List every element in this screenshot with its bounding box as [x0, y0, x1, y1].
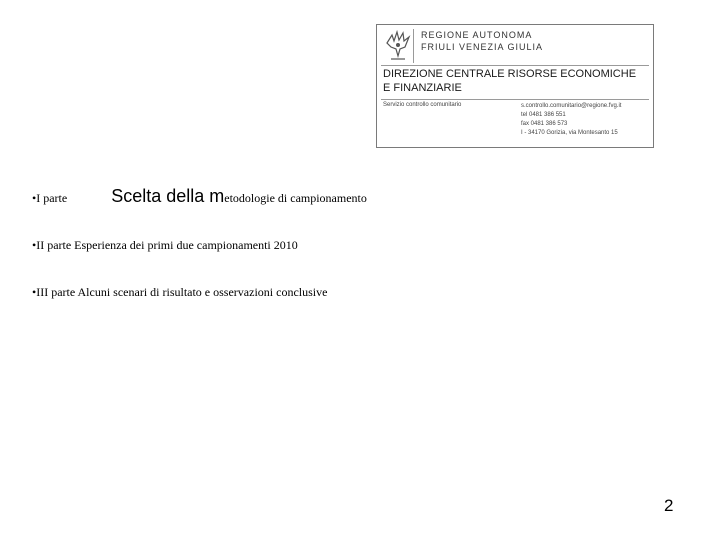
- letterhead-divider: [381, 99, 649, 100]
- region-name-line-2: FRIULI VENEZIA GIULIA: [421, 42, 544, 52]
- agenda-item-1: [32, 186, 367, 207]
- agenda-item-3: •III parte Alcuni scenari di risultato e osservazioni conclusive: [32, 285, 328, 299]
- contact-email: s.controllo.comunitario@regione.fvg.it: [521, 103, 622, 109]
- department-line-1: DIREZIONE CENTRALE RISORSE ECONOMICHE: [383, 68, 637, 80]
- letterhead-divider: [381, 65, 649, 66]
- agenda-item-2: •II parte Esperienza dei primi due campionamenti 2010: [32, 238, 298, 252]
- page-number: 2: [664, 496, 674, 515]
- contact-fax: fax 0481 386 573: [521, 121, 568, 127]
- department-line-2: E FINANZIARIE: [383, 82, 462, 94]
- region-name-line-1: REGIONE AUTONOMA: [421, 30, 533, 40]
- agenda-item-1-title-large: Scelta della m: [111, 186, 225, 206]
- service-name: Servizio controllo comunitario: [383, 102, 462, 108]
- letterhead: [376, 24, 654, 148]
- agenda-item-1-title-rest: etodologie di campionamento: [224, 191, 367, 205]
- contact-address: I - 34170 Gorizia, via Montesanto 15: [521, 130, 618, 136]
- contact-tel: tel 0481 386 551: [521, 112, 566, 118]
- agenda-item-1-prefix: •I parte: [32, 191, 68, 205]
- eagle-icon: [383, 29, 414, 63]
- contact-block: [521, 102, 621, 138]
- letterhead-header: [377, 25, 653, 65]
